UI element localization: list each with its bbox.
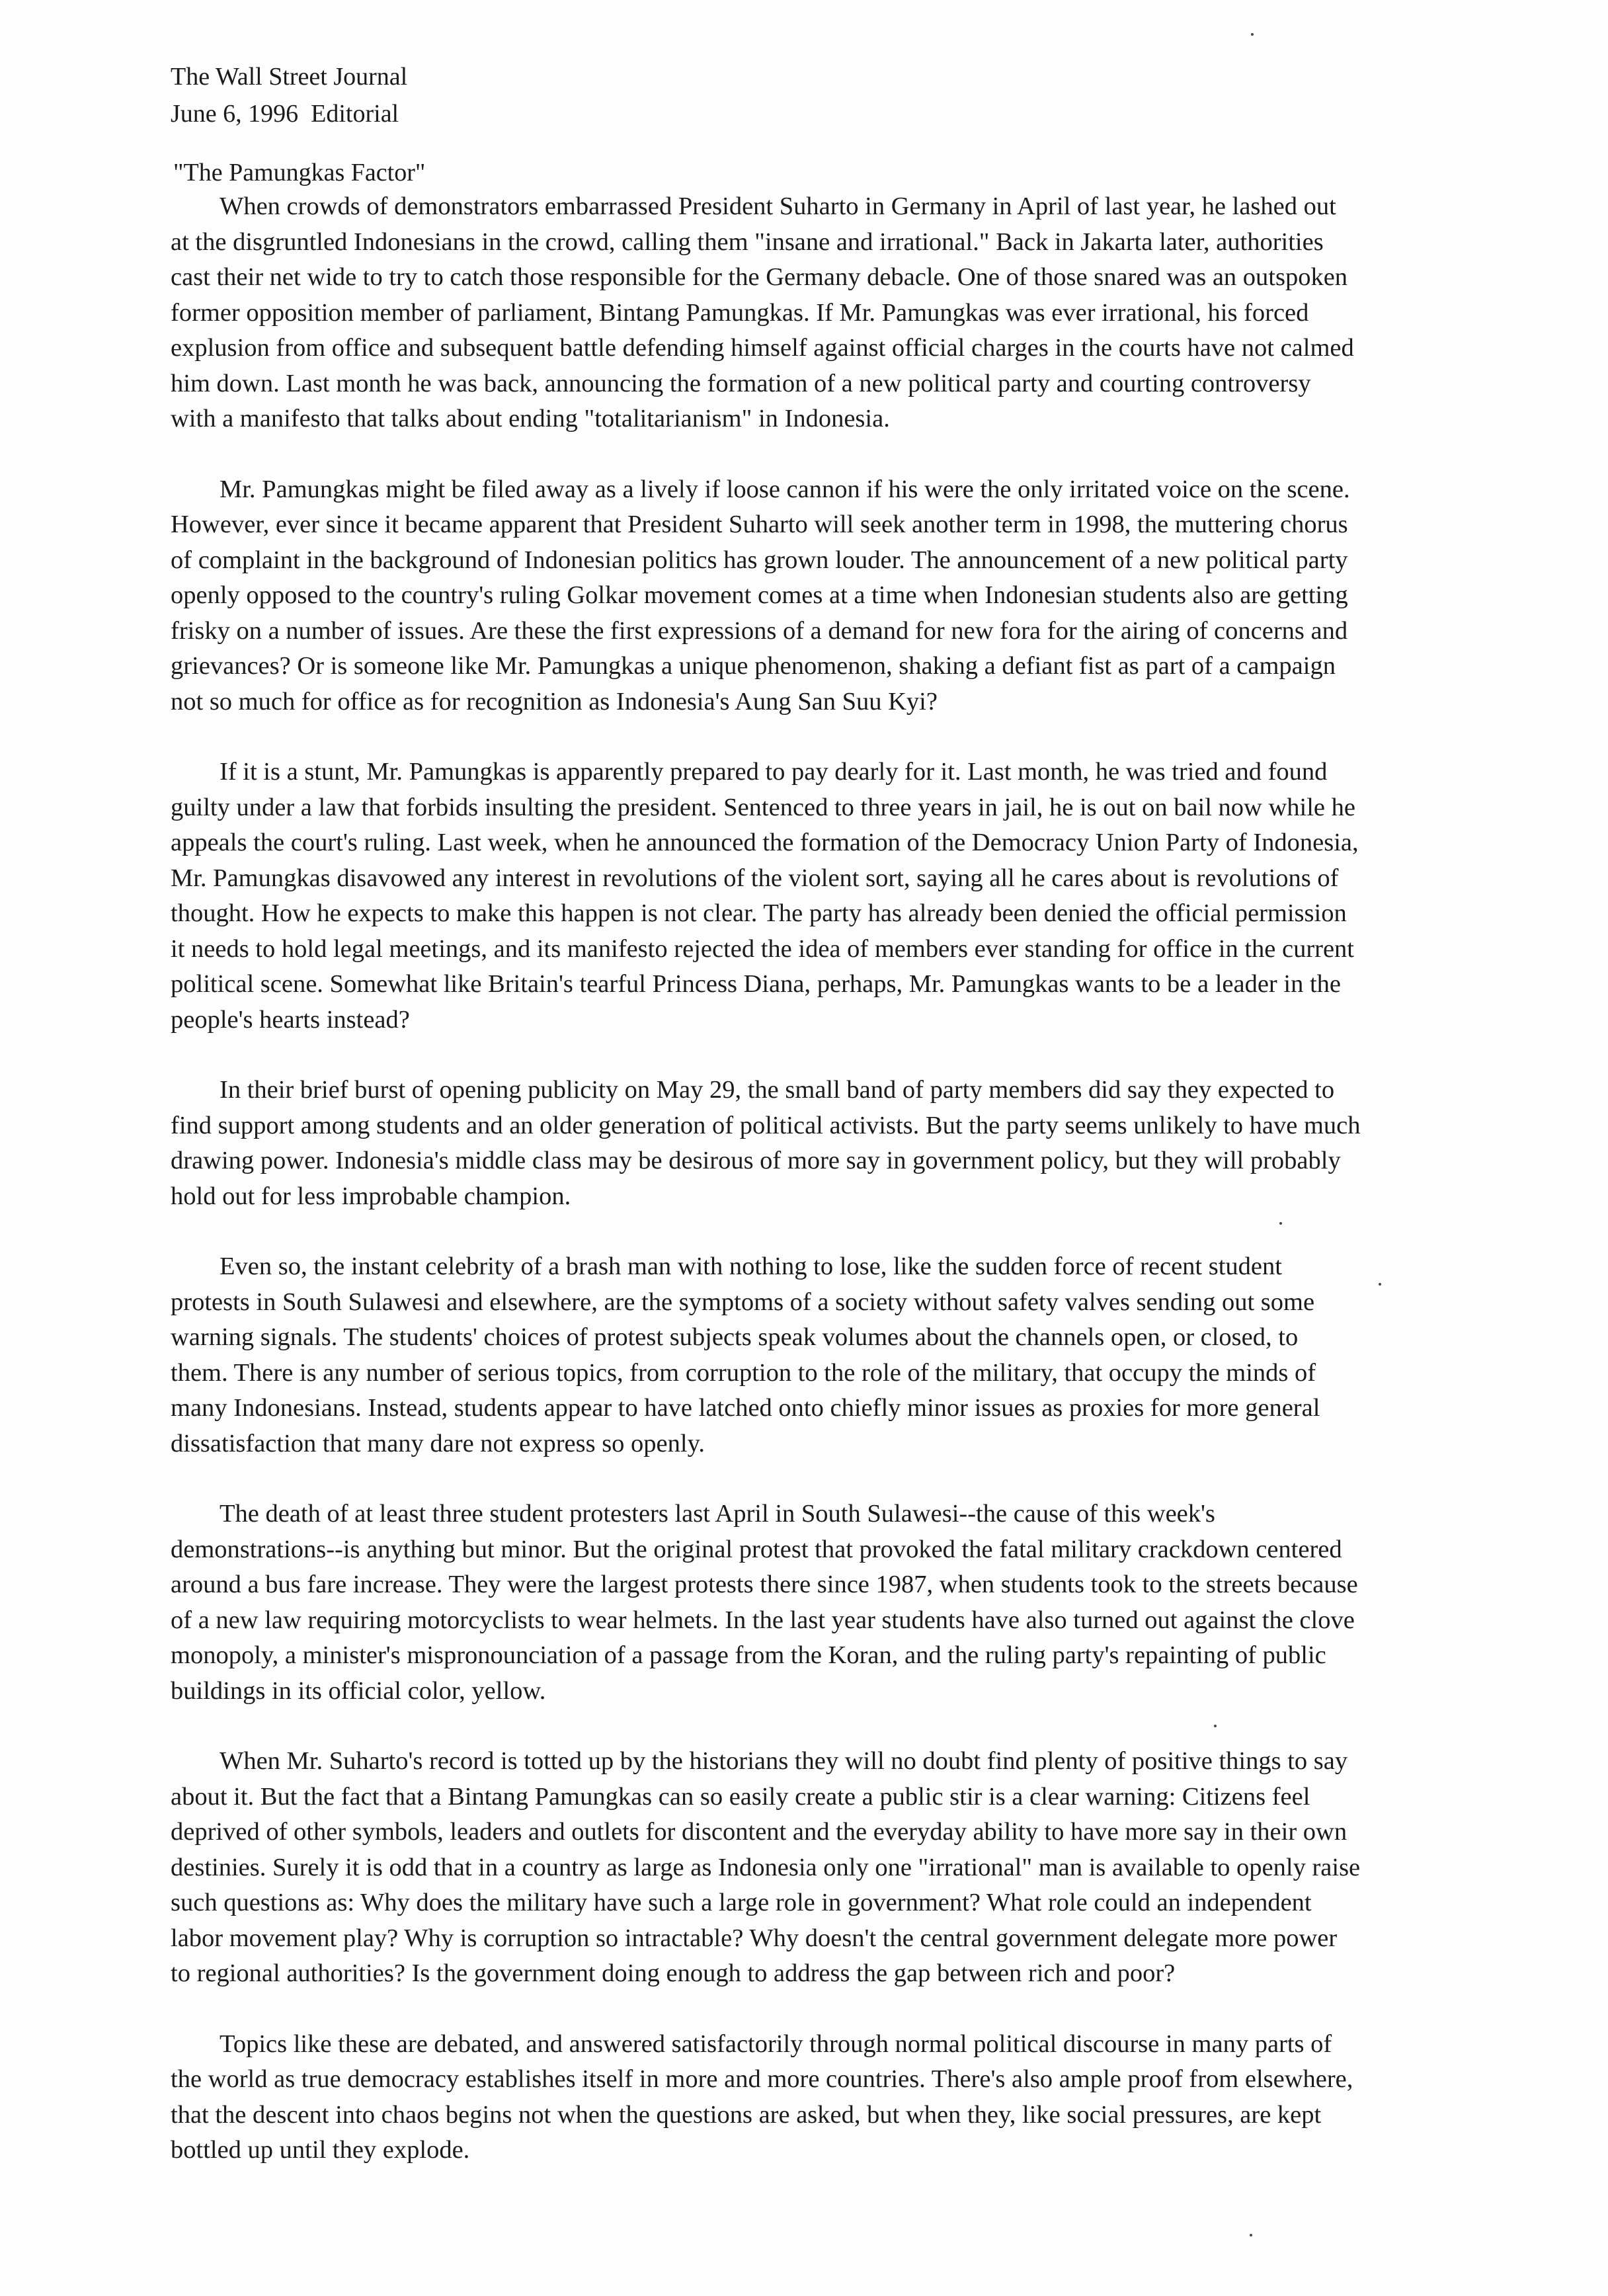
paragraph: In their brief burst of opening publicity on May 29, the small band of party members did say they expected to find support among students and an older generation of political activists. But the party seems unlikely to have much drawing power. Indonesia's middle class may be desirous of more say in government policy, but they will probably hold out for less improbable champion. (171, 1076, 1361, 1210)
publication-name: The Wall Street Journal (171, 63, 408, 91)
document-header (171, 58, 407, 132)
paragraph: When Mr. Suharto's record is totted up by the historians they will no doubt find plenty of positive things to say about it. But the fact that a Bintang Pamungkas can so easily create a public stir is a clear warning: Citizens feel deprived of other symbols, leaders and outlets for discontent and the everyday ability to have more say in their own destinies. Surely it is odd that in a country as large as Indonesia only one "irrational" man is available to openly raise such questions as: Why does the military have such a large role in government? What role could an independent labor movement play? Why is corruption so intractable? Why doesn't the central government delegate more power to regional authorities? Is the government doing enough to address the gap between rich and poor? (171, 1747, 1361, 1987)
date-line: June 6, 1996 Editorial (171, 100, 399, 128)
scan-speck (1250, 2234, 1252, 2236)
article-body (171, 189, 1361, 2203)
paragraph: When crowds of demonstrators embarrassed President Suharto in Germany in April of last year, he lashed out at the disgruntled Indonesians in the crowd, calling them "insane and irrational." Back in Jakarta later, authorities cast their net wide to try to catch those responsible for the Germany debacle. One of those snared was an outspoken former opposition member of parliament, Bintang Pamungkas. If Mr. Pamungkas was ever irrational, his forced explusion from office and subsequent battle defending himself against official charges in the courts have not calmed him down. Last month he was back, announcing the formation of a new political party and courting controversy with a manifesto that talks about ending "totalitarianism" in Indonesia. (171, 192, 1354, 432)
scan-speck (1251, 33, 1254, 36)
paragraph: Topics like these are debated, and answered satisfactorily through normal political discourse in many parts of the world as true democracy establishes itself in more and more countries. There's also ample proof from elsewhere, that the descent into chaos begins not when the questions are asked, but when they, like social pressures, are kept bottled up until they explode. (171, 2030, 1353, 2164)
scan-speck (1279, 1222, 1282, 1225)
paragraph: Mr. Pamungkas might be filed away as a lively if loose cannon if his were the only irritated voice on the scene. However, ever since it became apparent that President Suharto will seek another term in 1998, the muttering chorus of complaint in the background of Indonesian politics has grown louder. The announcement of a new political party openly opposed to the country's ruling Golkar movement comes at a time when Indonesian students also are getting frisky on a number of issues. Are these the first expressions of a demand for new fora for the airing of concerns and grievances? Or is someone like Mr. Pamungkas a unique phenomenon, shaking a defiant fist as part of a campaign not so much for office as for recognition as Indonesia's Aung San Suu Kyi? (171, 475, 1350, 716)
paragraph: The death of at least three student protesters last April in South Sulawesi--the cause of this week's demonstrations--is anything but minor. But the original protest that provoked the fatal military crackdown centered around a bus fare increase. They were the largest protests there since 1987, when students took to the streets because of a new law requiring motorcyclists to wear helmets. In the last year students have also turned out against the clove monopoly, a minister's mispronounciation of a passage from the Koran, and the ruling party's repainting of public buildings in its official color, yellow. (171, 1500, 1358, 1705)
scan-speck (1214, 1725, 1217, 1727)
paragraph: If it is a stunt, Mr. Pamungkas is apparently prepared to pay dearly for it. Last month, he was tried and found guilty under a law that forbids insulting the president. Sentenced to three years in jail, he is out on bail now while he appeals the court's ruling. Last week, when he announced the formation of the Democracy Union Party of Indonesia, Mr. Pamungkas disavowed any interest in revolutions of the violent sort, saying all he cares about is revolutions of thought. How he expects to make this happen is not clear. The party has already been denied the official permission it needs to hold legal meetings, and its manifesto rejected the idea of members ever standing for office in the current political scene. Somewhat like Britain's tearful Princess Diana, perhaps, Mr. Pamungkas wants to be a leader in the people's hearts instead? (171, 758, 1359, 1034)
scan-speck (1379, 1283, 1381, 1286)
paragraph: Even so, the instant celebrity of a brash man with nothing to lose, like the sudden force of recent student protests in South Sulawesi and elsewhere, are the symptoms of a society without safety valves sending out some warning signals. The students' choices of protest subjects speak volumes about the channels open, or closed, to them. There is any number of serious topics, from corruption to the role of the military, that occupy the minds of many Indonesians. Instead, students appear to have latched onto chiefly minor issues as proxies for more general dissatisfaction that many dare not express so openly. (171, 1252, 1320, 1457)
article-title: "The Pamungkas Factor" (173, 159, 426, 186)
